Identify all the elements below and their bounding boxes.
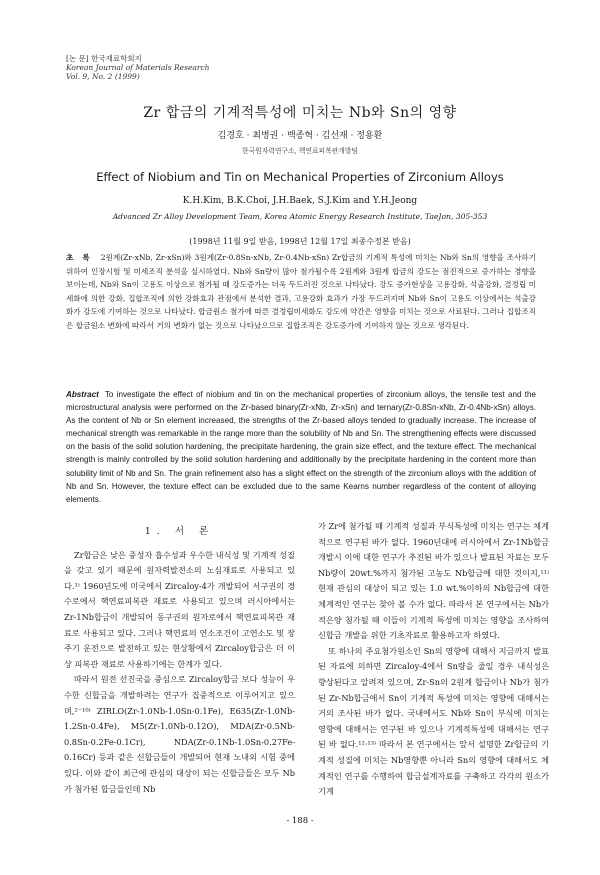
- authors-english: K.H.Kim, B.K.Choi, J.H.Baek, S.J.Kim and Y.H.Jeong: [182, 196, 418, 206]
- journal-name: Korean Journal of Materials Research: [66, 63, 210, 72]
- section-heading-introduction: 1. 서 론: [144, 526, 215, 537]
- abstract-korean: [66, 251, 536, 333]
- paper-title-korean: Zr 합금의 기계적특성에 미치는 Nb와 Sn의 영향: [143, 105, 457, 121]
- journal-category: [논 문] 한국재료학회지: [66, 54, 142, 63]
- abstract-english-label: Abstract: [66, 390, 99, 399]
- abstract-english: [66, 388, 536, 506]
- body-paragraph: Zr합금은 낮은 중성자 흡수성과 우수한 내식성 및 기계적 성질을 갖고 있기 때문에 원자력발전소의 노심재료로 사용되고 있다.¹⁾ 1960년도에 미국에서 Zircaloy-4가 개발되어 서구권의 경수로에서 핵연료피복관 재료로 사용되고 있으며 러시아에서는 Zr-1Nb합금이 개발되어 동구권의 원자로에서 핵연료피복관 재료로 사용되고 있다. 그러나 핵연료의 연소조건이 고연소도 및 장주기 운전으로 발전하고 있는 현상황에서 Zircaloy합금은 더 이상 피복관 재료로 사용하기에는 한계가 있다.: [64, 549, 295, 669]
- journal-volume: Vol. 9, No. 2 (1999): [66, 72, 140, 81]
- page-number: - 188 -: [286, 816, 314, 826]
- body-column-right: [318, 519, 549, 800]
- affiliation-english: Advanced Zr Alloy Development Team, Korea Atomic Energy Research Institute, TaeJon, 305-353: [112, 212, 488, 221]
- body-paragraph: 가 Zr에 첨가될 때 기계적 성질과 부식특성에 미치는 연구는 체계적으로 연구된 바가 없다. 1960년대에 러시아에서 Zr-1Nb합금 개발시 이에 대한 연구가 추진된 바가 있으나 발표된 자료는 모두 Nb량이 20wt.%까지 첨가된 고농도 Nb합금에 대한 것이지,¹¹⁾ 현재 관심의 대상이 되고 있는 1.0 wt.%이하의 Nb합금에 대한 체계적인 연구는 찾아 볼 수가 없다. 따라서 본 연구에서는 Nb가 적은양 첨가될 때 이들이 기계적 특성에 미치는 영향을 조사하여 신합금 개발을 위한 기초자료로 활용하고자 하였다.: [318, 521, 549, 641]
- body-paragraph: 따라서 원전 선진국을 중심으로 Zircaloy합금 보다 성능이 우수한 신합금을 개발하려는 연구가 집중적으로 이루어지고 있으며,²⁻¹⁰⁾ ZIRLO(Zr-1.0Nb-1.0Sn-0.1Fe), E635(Zr-1.0Nb-1.2Sn-0.4Fe), M5(Zr-1.0Nb-0.12O), MDA(Zr-0.5Nb-0.8Sn-0.2Fe-0.1Cr), NDA(Zr-0.1Nb-1.0Sn-0.27Fe-0.16Cr) 등과 같은 신합금들이 개발되어 현재 노내외 시험 중에 있다. 이와 같이 최근에 관심의 대상이 되는 신합금들은 모두 Nb가 첨가된 합금들인데 Nb: [64, 674, 295, 794]
- authors-korean: 김경호 · 최병권 · 백종혁 · 김선재 · 정용환: [217, 131, 383, 141]
- body-paragraph: 또 하나의 주요첨가원소인 Sn의 영향에 대해서 지금까지 발표된 자료에 의하면 Zircaloy-4에서 Sn량을 줄일 경우 내식성은 향상된다고 알려져 있으며, Zr-Sn의 2원계 합금이나 Nb가 첨가된 Zr-Nb합금에서 Sn이 기계적 특성에 미치는 영향에 대해서는 거의 조사된 바가 없다. 국내에서도 Nb와 Sn이 부식에 미치는 영향에 대해서는 연구된 바 있으나 기계적특성에 대해서는 연구된 바 없다.¹²·¹³⁾ 따라서 본 연구에서는 앞서 설명한 Zr합금의 기계적 성질에 미치는 Nb영향뿐 아니라 Sn의 영향에 대해서도 체계적인 연구를 수행하여 합금설계자료를 구축하고 각각의 원소가 기계: [318, 645, 549, 797]
- abstract-english-text: To investigate the effect of niobium and tin on the mechanical properties of zirconium alloys, the tensile test and the microstructural analysis were performed on the Zr-based binary(Zr-xNb, Zr-xSn) and ternary(Zr-0.8Sn-xNb, Zr-0.4Nb-xSn) alloys. As the content of Nb or Sn element increased, the strengths of the Zr-based alloys tended to gradually increase. The increase of mechanical strength was remarkable in the range more than the solubility of Nb and Sn. The strengthening effects were discussed on the basis of the solid solution hardening, the precipitate hardening, the grain size effect, and the texture effect. The mechanical strength is mainly controlled by the solid solution hardening and additionally by the precipitate hardening in the content more than solubility limit of Nb and Sn. The grain refinement also has a slight effect on the strength of the zirconium alloys with the addition of Nb and Sn. However, the texture effect can be excluded due to the same Kearns number regardless of the content of alloying elements.: [66, 390, 536, 504]
- received-date: (1998년 11월 9일 받음, 1998년 12월 17일 최종수정본 받음): [189, 237, 411, 246]
- affiliation-korean: 한국원자력연구소, 핵연료피복관개발팀: [242, 147, 358, 155]
- journal-header: [66, 54, 209, 81]
- abstract-korean-text: 2원계(Zr-xNb, Zr-xSn)와 3원계(Zr-0.8Sn-xNb, Zr-0.4Nb-xSn) Zr합금의 기계적 특성에 미치는 Nb와 Sn의 영향을 조사하기 위하여 인장시험 및 미세조직 분석을 실시하였다. Nb와 Sn량이 많아 첨가될수록 2원계와 3원계 합금의 강도는 점진적으로 증가하는 경향을 보이는데, Nb와 Sn이 고용도 이상으로 첨가될 때 강도증가는 더욱 두드러진 것으로 나타났다. 강도 증가현상을 고용강화, 석출강화, 결정립 미세화에 의한 강화, 집합조직에 의한 강화효과 관점에서 분석한 결과, 고용강화 효과가 가장 두드러지며 Nb와 Sn이 고용도 이상에서는 석출강화가 강도에 기여하는 것으로 나타났다. 합금원소 첨가에 따른 결정립미세화도 강도에 약간은 영향을 미치는 것으로 사료된다. 그러나 집합조직은 합금원소 변화에 따라서 거의 변화가 없는 것으로 나타났으므로 집합조직은 강도증가에 기여하지 않는 것으로 생각된다.: [66, 253, 536, 330]
- abstract-korean-label: 초 록: [66, 253, 93, 262]
- paper-title-english: Effect of Niobium and Tin on Mechanical Properties of Zirconium Alloys: [96, 170, 504, 184]
- body-column-left: [64, 524, 295, 797]
